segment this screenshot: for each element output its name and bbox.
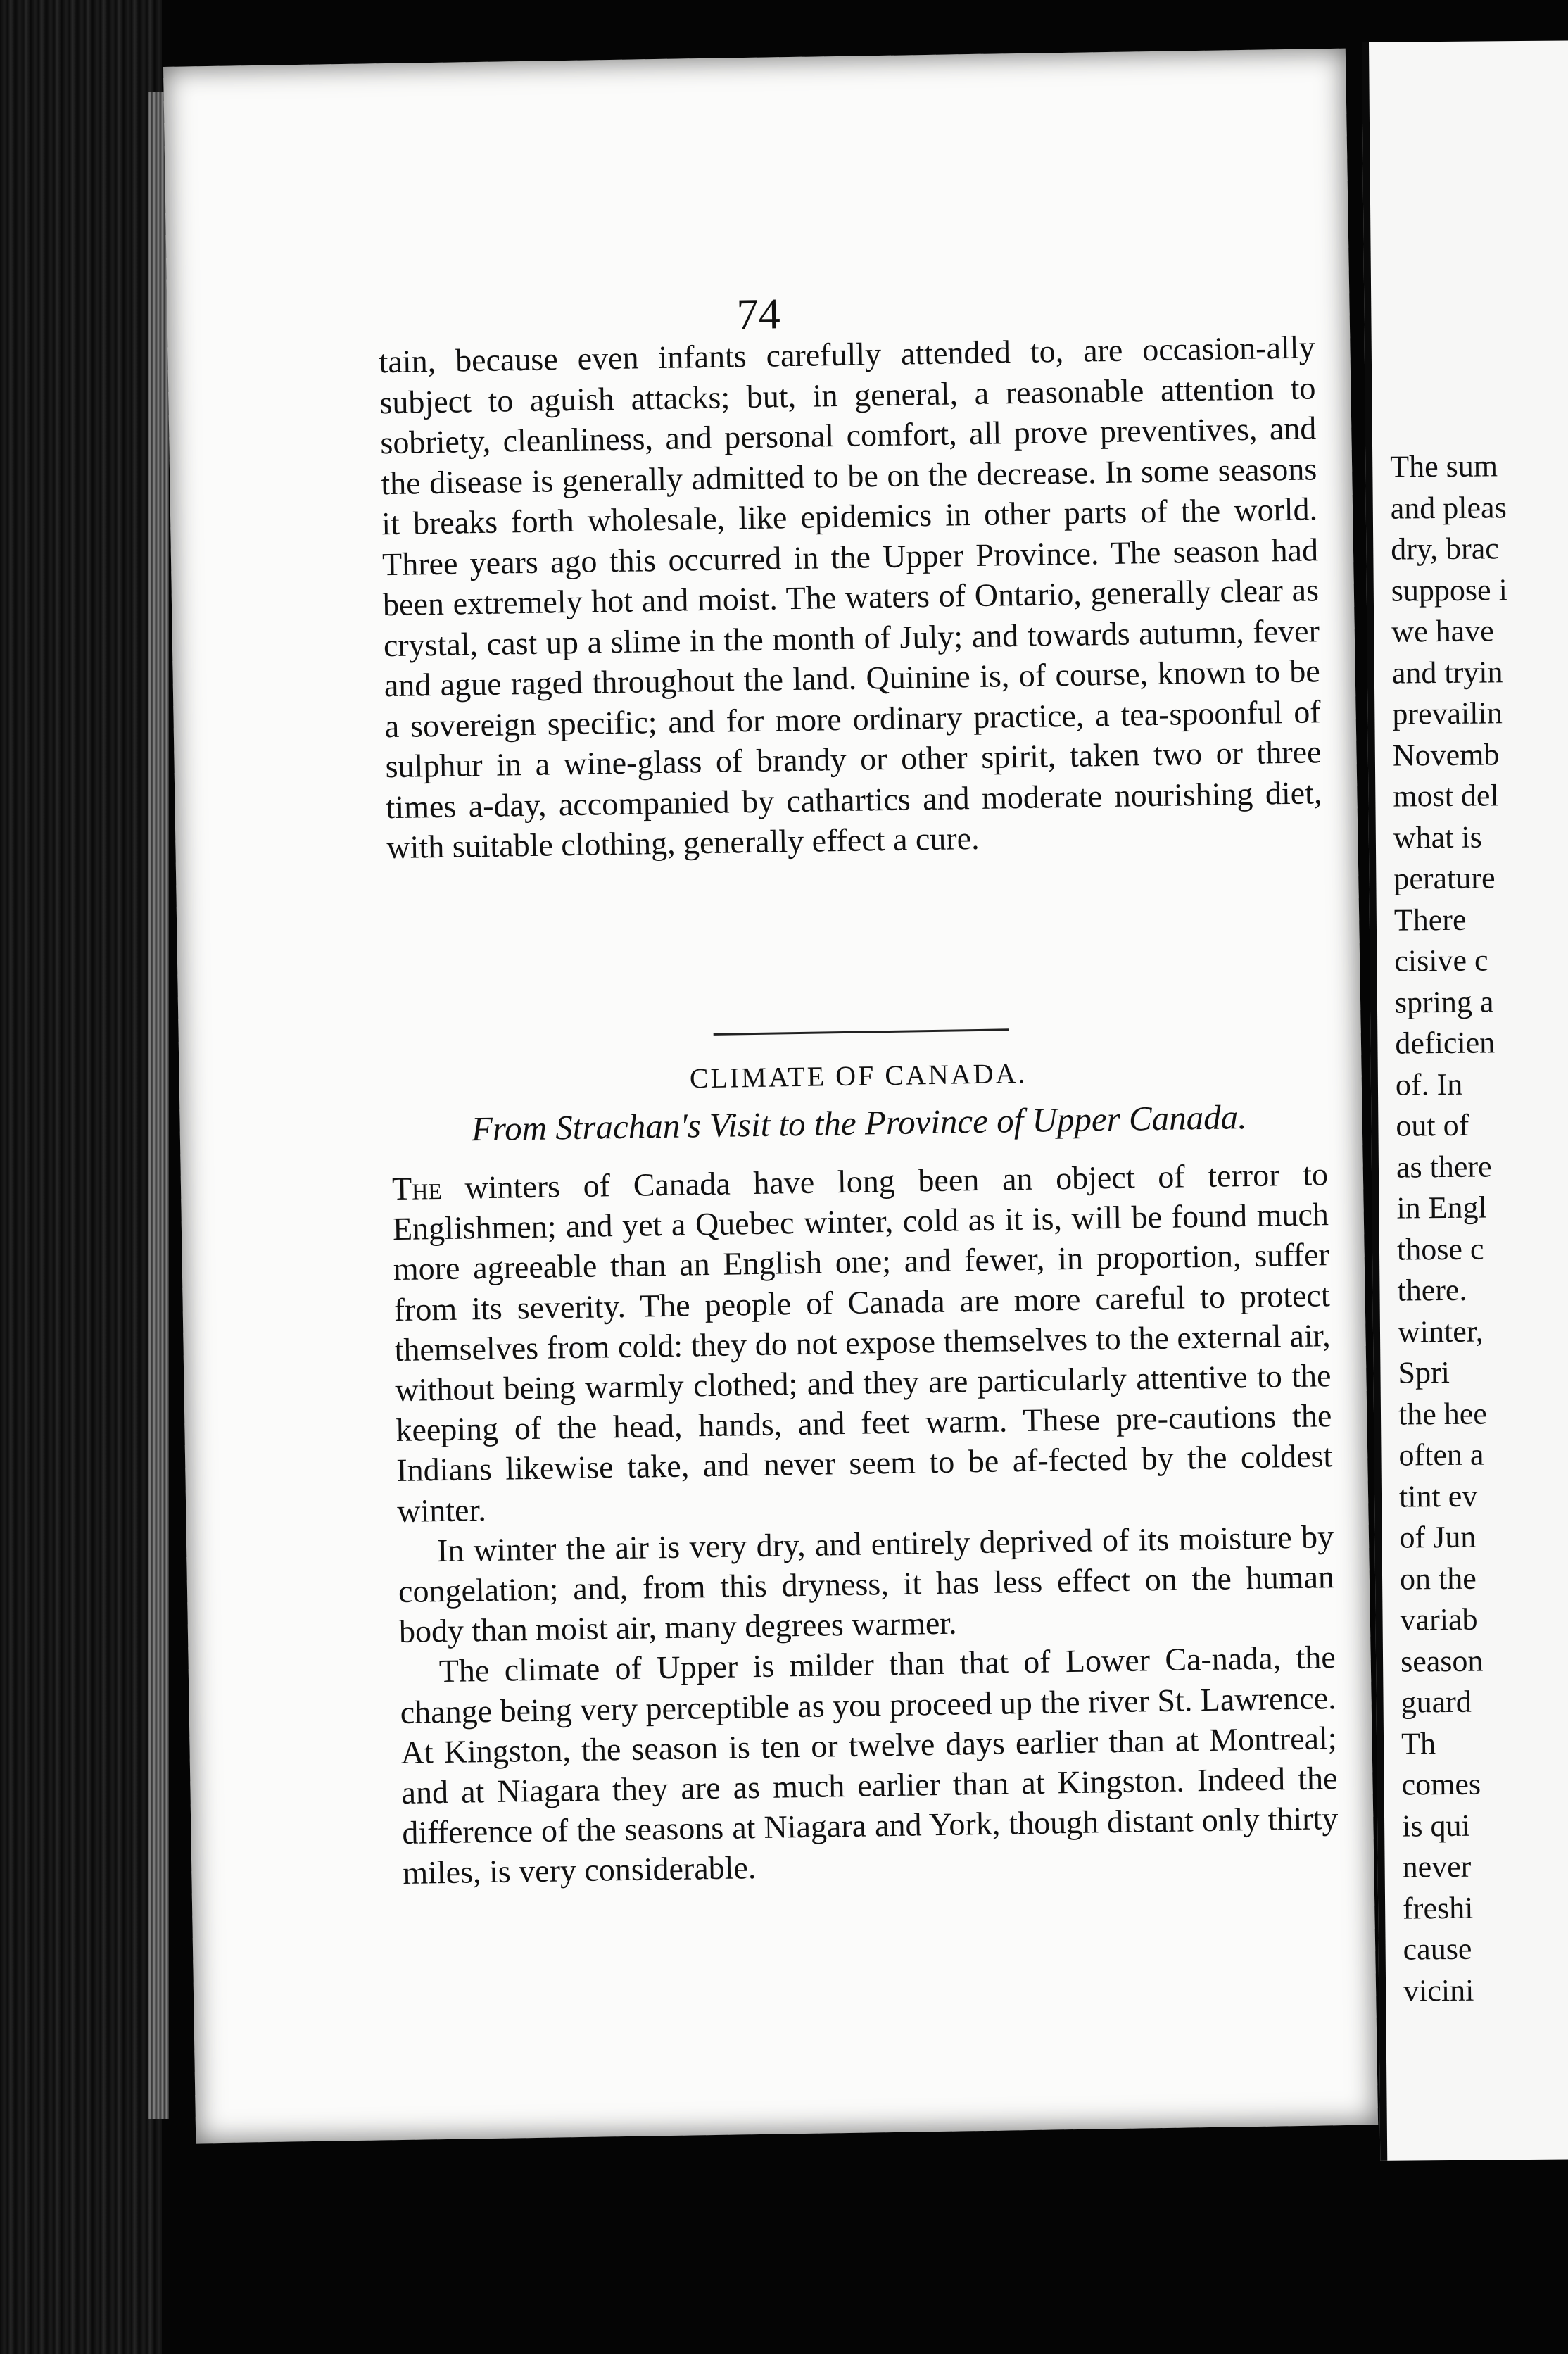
facing-line: in Engl — [1396, 1190, 1487, 1226]
left-page — [163, 49, 1378, 2144]
facing-line: There — [1393, 902, 1467, 938]
paragraph-1 — [392, 1154, 1334, 1531]
page-number: 74 — [736, 290, 781, 339]
continuation-text — [379, 327, 1323, 867]
continuation-paragraph: tain, because even infants carefully attended to, are occasion-ally subject to aguish attacks; but, in general, a reasonable attention to sobriety, cleanliness, and personal comfort, all prove preventives, and the disease is generally admitted to be on the decrease. In some seasons it breaks forth wholesale, like epidemics in other parts of the world. Three years ago this occurred in the Upper Province. The season had been extremely hot and moist. The waters of Ontario, generally clear as crystal, cast up a slime in the month of July; and towards autumn, fever and ague raged throughout the land. Quinine is, of course, known to be a sovereign specific; and for more ordinary practice, a tea-spoonful of sulphur in a wine-glass of brandy or other spirit, taken two or three times a-day, accompanied by cathartics and moderate nourishing diet, with suitable clothing, generally effect a cure. — [379, 329, 1322, 866]
paragraph-text: winters of Canada have long been an object of terror to Englishmen; and yet a Quebec winter, cold as it is, will be found much more agreeable than an English one; and fewer, in proportion, suffer from its severity. The people of Canada are more careful to protect themselves from cold: they do not expose themselves to the external air, without being warmly clothed; and they are particularly attentive to the keeping of the head, hands, and feet warm. These pre-cautions the Indians likewise take, and never seem to be af-fected by the coldest winter. — [392, 1156, 1333, 1529]
facing-line: winter, — [1397, 1314, 1484, 1349]
facing-line: of. In — [1395, 1066, 1463, 1102]
paragraph-2: In winter the air is very dry, and entirely deprived of its moisture by congelation; and, from this dryness, it has less effect on the human body than moist air, many degrees warmer. — [398, 1518, 1335, 1650]
facing-page — [1362, 40, 1568, 2161]
facing-line: the hee — [1398, 1396, 1488, 1432]
facing-line: dry, brac — [1391, 531, 1500, 567]
facing-line: of Jun — [1399, 1519, 1477, 1555]
facing-line: what is — [1393, 819, 1482, 855]
facing-line: and pleas — [1390, 489, 1507, 526]
facing-line: variab — [1400, 1601, 1478, 1637]
section-title: CLIMATE OF CANADA. — [689, 1057, 1028, 1095]
facing-line: Novemb — [1392, 736, 1500, 773]
section-subtitle: From Strachan's Visit to the Province of Upper Canada. — [471, 1097, 1247, 1149]
facing-line: guard — [1401, 1684, 1472, 1720]
paragraph-3: The climate of Upper is milder than that of Lower Ca-nada, the change being very perceptible as you proceed up the river St. Lawrence. At Kingston, the season is ten or twelve days earlier than at Montreal; and at Niagara they are as much earlier than at Kingston. Indeed the difference of the seasons at Niagara and York, though distant only thirty miles, is very considerable. — [400, 1639, 1339, 1892]
facing-line: freshi — [1402, 1890, 1474, 1926]
facing-line: Th — [1401, 1725, 1436, 1761]
facing-line: Spri — [1398, 1354, 1450, 1390]
book-spine — [0, 0, 162, 2354]
facing-line: tint ev — [1398, 1478, 1478, 1514]
facing-line: is qui — [1401, 1808, 1470, 1844]
facing-page-text — [1390, 446, 1519, 2011]
facing-line: those c — [1396, 1231, 1484, 1267]
facing-line: as there — [1396, 1148, 1492, 1185]
facing-line: most del — [1393, 778, 1499, 814]
facing-line: cisive c — [1394, 943, 1488, 978]
facing-line: out of — [1396, 1107, 1469, 1143]
facing-line: season — [1400, 1643, 1484, 1679]
paragraph-lead: The — [391, 1169, 443, 1207]
facing-line: often a — [1398, 1437, 1484, 1473]
facing-line: there. — [1397, 1272, 1467, 1308]
facing-line: suppose i — [1391, 572, 1508, 608]
facing-line: vicini — [1403, 1972, 1474, 2008]
facing-line: perature — [1393, 860, 1496, 896]
facing-line: The sum — [1390, 448, 1498, 484]
page-edges — [148, 92, 169, 2119]
section-divider — [714, 1028, 1009, 1036]
facing-line: on the — [1399, 1561, 1477, 1597]
section-body — [392, 1154, 1339, 1893]
facing-line: we have — [1391, 613, 1494, 649]
facing-line: cause — [1403, 1931, 1472, 1967]
facing-line: spring a — [1394, 983, 1494, 1020]
facing-line: never — [1402, 1849, 1472, 1884]
facing-line: deficien — [1395, 1025, 1496, 1061]
facing-line: and tryin — [1391, 654, 1503, 691]
facing-line: comes — [1401, 1766, 1481, 1802]
facing-line: prevailin — [1392, 696, 1503, 731]
